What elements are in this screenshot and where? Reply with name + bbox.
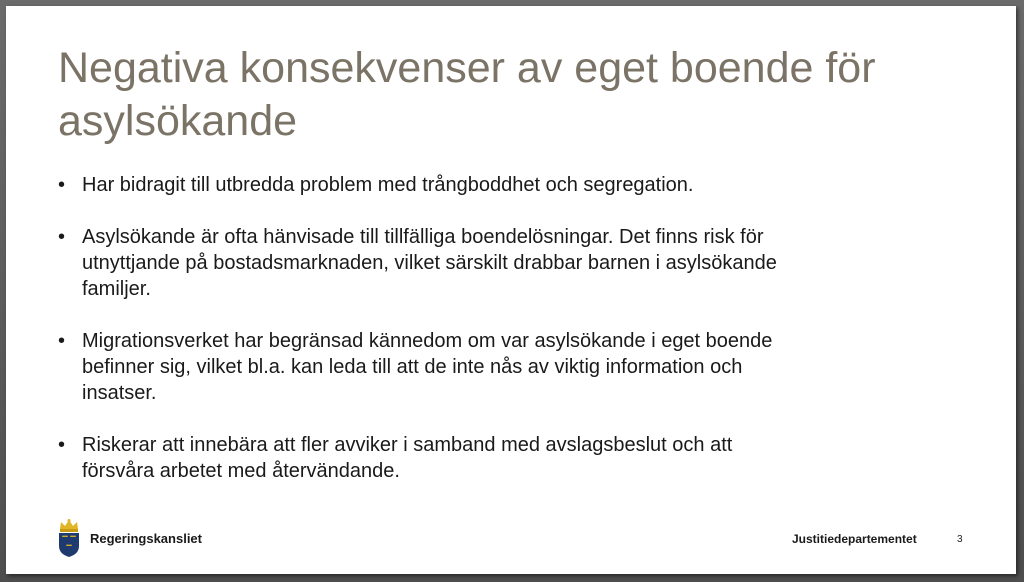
bullet-marker: • — [58, 434, 66, 456]
department-name: Justitiedepartementet — [792, 532, 917, 546]
slide-title: Negativa konsekvenser av eget boende för asylsökande — [58, 44, 876, 145]
bullet-text: Migrationsverket har begränsad kännedom om var asylsökande i eget boende befinner sig, vilket bl.a. kan leda till att de inte nås av viktig information och insatser. — [82, 330, 773, 404]
bullet-text: Har bidragit till utbredda problem med trångboddhet och segregation. — [82, 174, 694, 196]
bullet-marker: • — [58, 330, 66, 352]
bullet-item — [58, 328, 778, 406]
page-number: 3 — [957, 534, 963, 545]
swedish-government-crest-icon — [56, 518, 82, 558]
bullet-text: Asylsökande är ofta hänvisade till tillfälliga boendelösningar. Det finns risk för utnyttjande på bostadsmarknaden, vilket särskilt drabbar barnen i asylsökande familjer. — [82, 226, 777, 300]
bullet-item — [58, 432, 778, 484]
organization-name: Regeringskansliet — [90, 530, 202, 546]
bullet-text: Riskerar att innebära att fler avviker i samband med avslagsbeslut och att försvåra arbetet med återvändande. — [82, 434, 733, 482]
slide — [6, 6, 1016, 574]
bullet-item — [58, 172, 778, 198]
bullet-marker: • — [58, 226, 66, 248]
bullet-marker: • — [58, 174, 66, 196]
footer-logo — [56, 518, 202, 558]
bullet-item — [58, 224, 778, 302]
bullet-list — [58, 172, 778, 484]
